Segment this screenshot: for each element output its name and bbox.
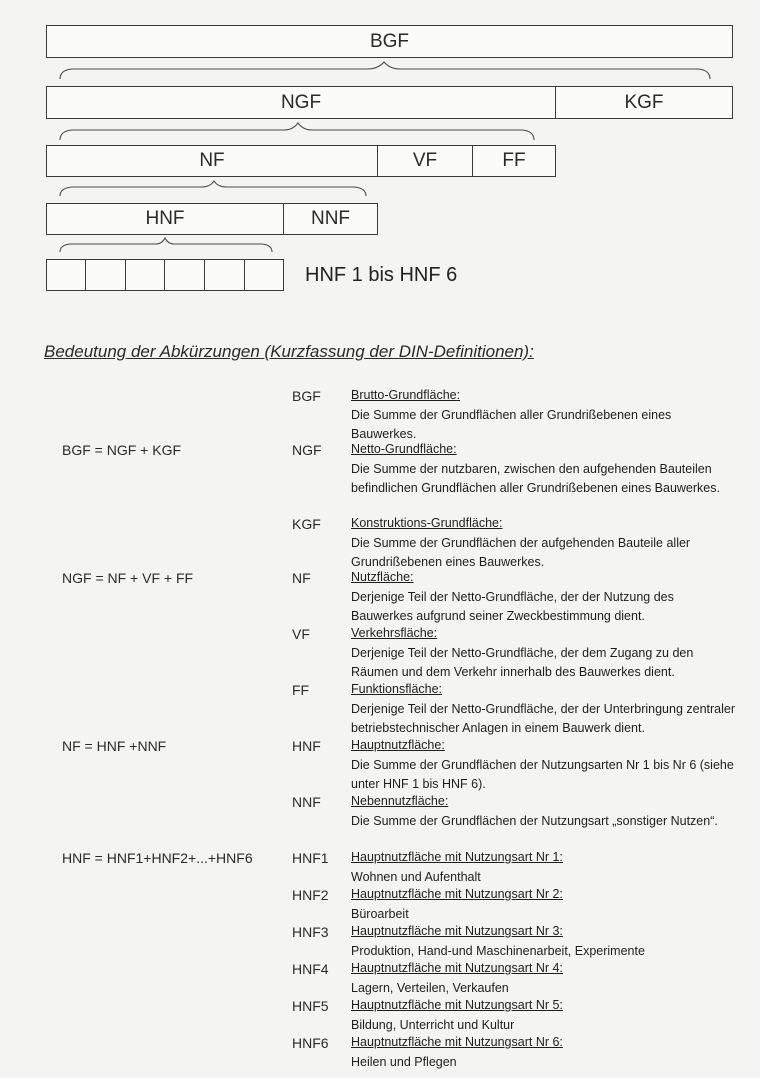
- definition-desc: Derjenige Teil der Netto-Grundfläche, der der Unterbringung zentraler betriebstechnischer Anlagen in einem Bauwerk dient.: [351, 702, 736, 735]
- formula-ngf: NGF = NF + VF + FF: [62, 570, 194, 586]
- definition-abbr: BGF: [292, 388, 321, 404]
- definition-abbr: KGF: [292, 516, 321, 532]
- definition-desc: Derjenige Teil der Netto-Grundfläche, der dem Zugang zu den Räumen und dem Verkehr innerhalb des Bauwerkes dient.: [351, 646, 694, 679]
- definition-abbr: HNF1: [292, 850, 329, 866]
- definition-desc: Bildung, Unterricht und Kultur: [351, 1018, 515, 1032]
- definition-abbr: HNF6: [292, 1035, 329, 1051]
- definition-abbr: FF: [292, 682, 310, 698]
- definition-term: Nutzfläche:: [351, 570, 414, 584]
- brace-hnf: [60, 238, 272, 252]
- definition-desc: Die Summe der nutzbaren, zwischen den aufgehenden Bauteilen befindlichen Grundflächen aller Grundrißebenen eines Bauwerkes.: [351, 462, 720, 495]
- definition-term: Hauptnutzfläche:: [351, 738, 445, 752]
- definition-desc: Die Summe der Grundflächen der Nutzungsart „sonstiger Nutzen“.: [351, 814, 718, 828]
- definition-term: Hauptnutzfläche mit Nutzungsart Nr 4:: [351, 961, 563, 975]
- definition-term: Konstruktions-Grundfläche:: [351, 516, 503, 530]
- kgf-label: KGF: [624, 91, 664, 113]
- definition-abbr: VF: [292, 626, 310, 642]
- definition-term: Hauptnutzfläche mit Nutzungsart Nr 2:: [351, 887, 563, 901]
- definition-abbr: NGF: [292, 442, 322, 458]
- definition-term: Nebennutzfläche:: [351, 794, 449, 808]
- definition-desc: Heilen und Pflegen: [351, 1055, 457, 1069]
- hnf-label: HNF: [145, 208, 185, 229]
- brace-ngf: [60, 123, 534, 140]
- definition-abbr: HNF4: [292, 961, 329, 977]
- formula-bgf: BGF = NGF + KGF: [62, 442, 182, 458]
- nnf-label: NNF: [310, 208, 351, 229]
- ff-label: FF: [502, 150, 526, 171]
- definition-desc: Die Summe der Grundflächen aller Grundrißebenen eines Bauwerkes.: [351, 408, 672, 441]
- definition-abbr: NNF: [292, 794, 321, 810]
- definition-term: Hauptnutzfläche mit Nutzungsart Nr 3:: [351, 924, 563, 938]
- hnf-range-label: HNF 1 bis HNF 6: [305, 264, 458, 286]
- definition-term: Hauptnutzfläche mit Nutzungsart Nr 1:: [351, 850, 563, 864]
- nf-label: NF: [199, 150, 225, 171]
- definition-term: Verkehrsfläche:: [351, 626, 438, 640]
- definition-term: Netto-Grundfläche:: [351, 442, 457, 456]
- definition-term: Brutto-Grundfläche:: [351, 388, 461, 402]
- brace-nf: [60, 181, 366, 196]
- abbreviations-heading: Bedeutung der Abkürzungen (Kurzfassung der DIN-Definitionen):: [44, 342, 534, 361]
- definition-desc: Lagern, Verteilen, Verkaufen: [351, 981, 509, 995]
- definition-term: Hauptnutzfläche mit Nutzungsart Nr 5:: [351, 998, 563, 1012]
- definition-term: Funktionsfläche:: [351, 682, 443, 696]
- definition-desc: Derjenige Teil der Netto-Grundfläche, der der Nutzung des Bauwerkes aufgrund seiner Zweckbestimmung dient.: [351, 590, 674, 623]
- definition-desc: Wohnen und Aufenthalt: [351, 870, 481, 884]
- definition-abbr: HNF2: [292, 887, 329, 903]
- vf-label: VF: [412, 150, 438, 171]
- definition-term: Hauptnutzfläche mit Nutzungsart Nr 6:: [351, 1035, 563, 1049]
- bgf-label: BGF: [369, 30, 410, 52]
- definition-desc: Büroarbeit: [351, 907, 409, 921]
- definition-desc: Die Summe der Grundflächen der aufgehenden Bauteile aller Grundrißebenen eines Bauwerkes.: [351, 536, 691, 569]
- definition-desc: Produktion, Hand-und Maschinenarbeit, Experimente: [351, 944, 645, 958]
- formula-hnf: HNF = HNF1+HNF2+...+HNF6: [62, 850, 253, 866]
- definition-abbr: HNF5: [292, 998, 329, 1014]
- definition-desc: Die Summe der Grundflächen der Nutzungsarten Nr 1 bis Nr 6 (siehe unter HNF 1 bis HNF 6).: [351, 758, 734, 791]
- formula-nf: NF = HNF +NNF: [62, 738, 167, 754]
- definition-abbr: HNF: [292, 738, 321, 754]
- ngf-label: NGF: [280, 91, 322, 113]
- definition-abbr: HNF3: [292, 924, 329, 940]
- curly-braces: [0, 0, 760, 300]
- brace-bgf: [60, 62, 710, 79]
- definition-abbr: NF: [292, 570, 311, 586]
